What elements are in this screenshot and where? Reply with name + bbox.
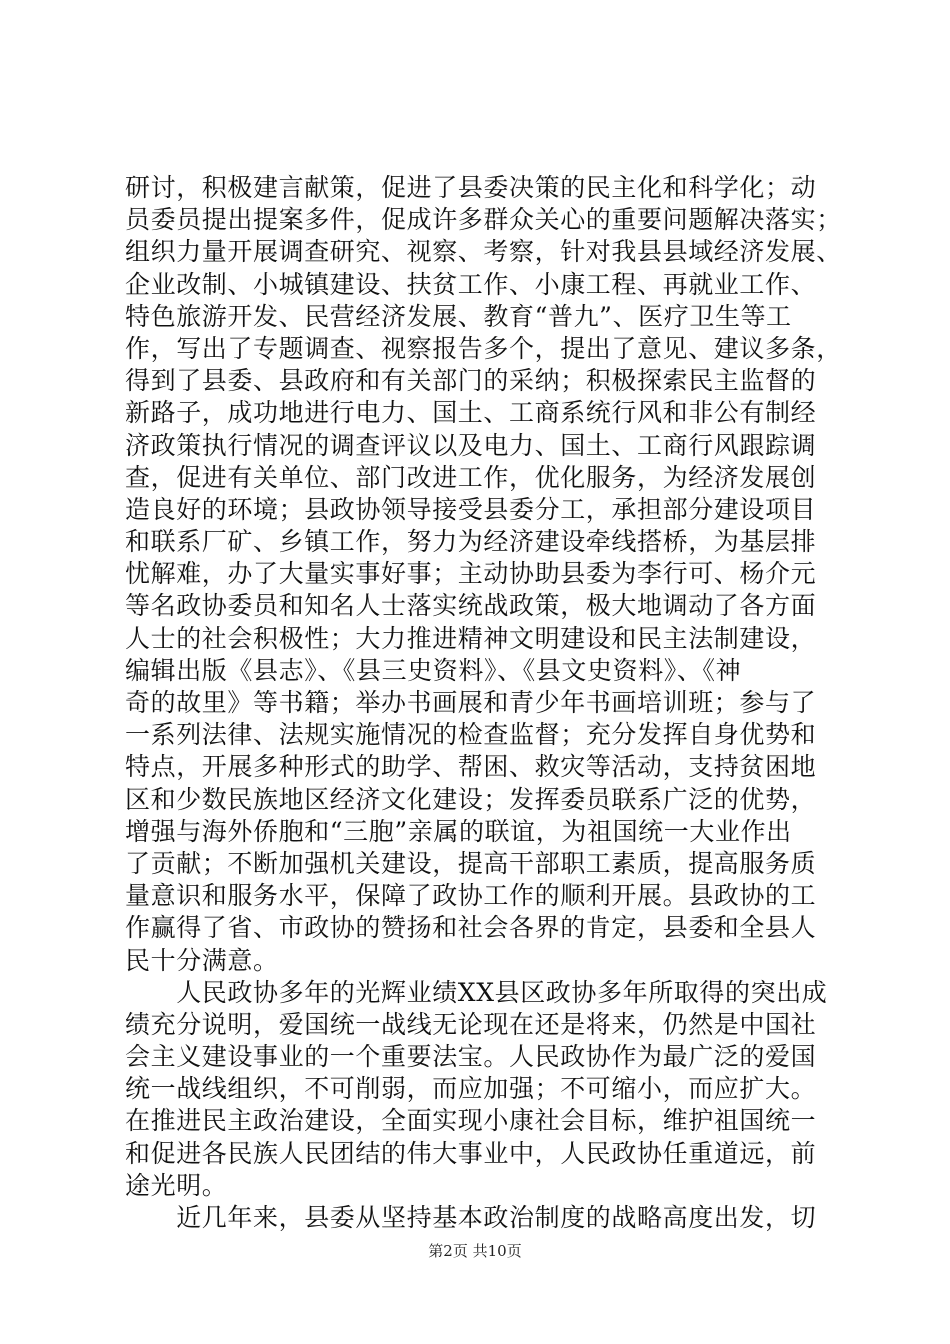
text-line: 研讨，积极建言献策，促进了县委决策的民主化和科学化；动 [125,173,817,202]
text-line: 特色旅游开发、民营经济发展、教育“普九”、医疗卫生等工 [125,301,792,331]
text-line: 和联系厂矿、乡镇工作，努力为经济建设牵线搭桥，为基层排 [125,527,817,557]
text-line: 新路子，成功地进行电力、国土、工商系统行风和非公有制经 [125,398,817,428]
text-line: 奇的故里》等书籍；举办书画展和青少年书画培训班；参与了 [125,688,817,717]
text-line: 途光明。 [125,1170,228,1200]
text-line: 作赢得了省、市政协的赞扬和社会各界的肯定，县委和全县人 [125,913,817,943]
text-line: 特点，开展多种形式的助学、帮困、救灾等活动，支持贫困地 [125,752,817,782]
text-line: 在推进民主政治建设，全面实现小康社会目标，维护祖国统一 [125,1106,817,1136]
text-line: 员委员提出提案多件，促成许多群众关心的重要问题解决落实； [125,205,842,235]
page-footer: 第2页 共10页 [428,1242,522,1260]
text-line: 量意识和服务水平，保障了政协工作的顺利开展。县政协的工 [125,881,817,911]
text-line: 会主义建设事业的一个重要法宝。人民政协作为最广泛的爱国 [125,1042,817,1072]
text-line: 增强与海外侨胞和“三胞”亲属的联谊，为祖国统一大业作出 [125,816,792,846]
text-line: 绩充分说明，爱国统一战线无论现在还是将来，仍然是中国社 [125,1009,817,1039]
text-line: 企业改制、小城镇建设、扶贫工作、小康工程、再就业工作、 [125,269,817,299]
text-line: 编辑出版《县志》、《县三史资料》、《县文史资料》、《神 [125,655,742,685]
text-line: 近几年来，县委从坚持基本政治制度的战略高度出发，切 [125,1203,817,1232]
text-line: 了贡献；不断加强机关建设，提高干部职工素质，提高服务质 [125,848,817,878]
text-line: 忧解难，办了大量实事好事；主动协助县委为李行可、杨介元 [125,559,817,589]
text-line: 等名政协委员和知名人士落实统战政策，极大地调动了各方面 [125,591,817,621]
text-line: 一系列法律、法规实施情况的检查监督；充分发挥自身优势和 [125,720,817,750]
text-line: 组织力量开展调查研究、视察、考察，针对我县县域经济发展、 [125,237,842,267]
text-line: 人民政协多年的光辉业绩XX县区政协多年所取得的突出成 [125,977,828,1007]
text-line: 民十分满意。 [125,945,279,975]
body-text [125,172,840,1234]
text-line: 查，促进有关单位、部门改进工作，优化服务，为经济发展创 [125,462,817,492]
text-line: 和促进各民族人民团结的伟大事业中，人民政协任重道远，前 [125,1138,817,1168]
text-line: 人士的社会积极性；大力推进精神文明建设和民主法制建设， [125,623,817,653]
text-line: 得到了县委、县政府和有关部门的采纳；积极探索民主监督的 [125,366,817,396]
text-line: 济政策执行情况的调查评议以及电力、国土、工商行风跟踪调 [125,430,817,460]
text-line: 造良好的环境；县政协领导接受县委分工，承担部分建设项目 [125,494,817,524]
text-line: 作，写出了专题调查、视察报告多个，提出了意见、建议多条， [125,333,842,363]
text-line: 统一战线组织，不可削弱，而应加强；不可缩小，而应扩大。 [125,1074,817,1104]
text-line: 区和少数民族地区经济文化建设；发挥委员联系广泛的优势， [125,784,817,814]
